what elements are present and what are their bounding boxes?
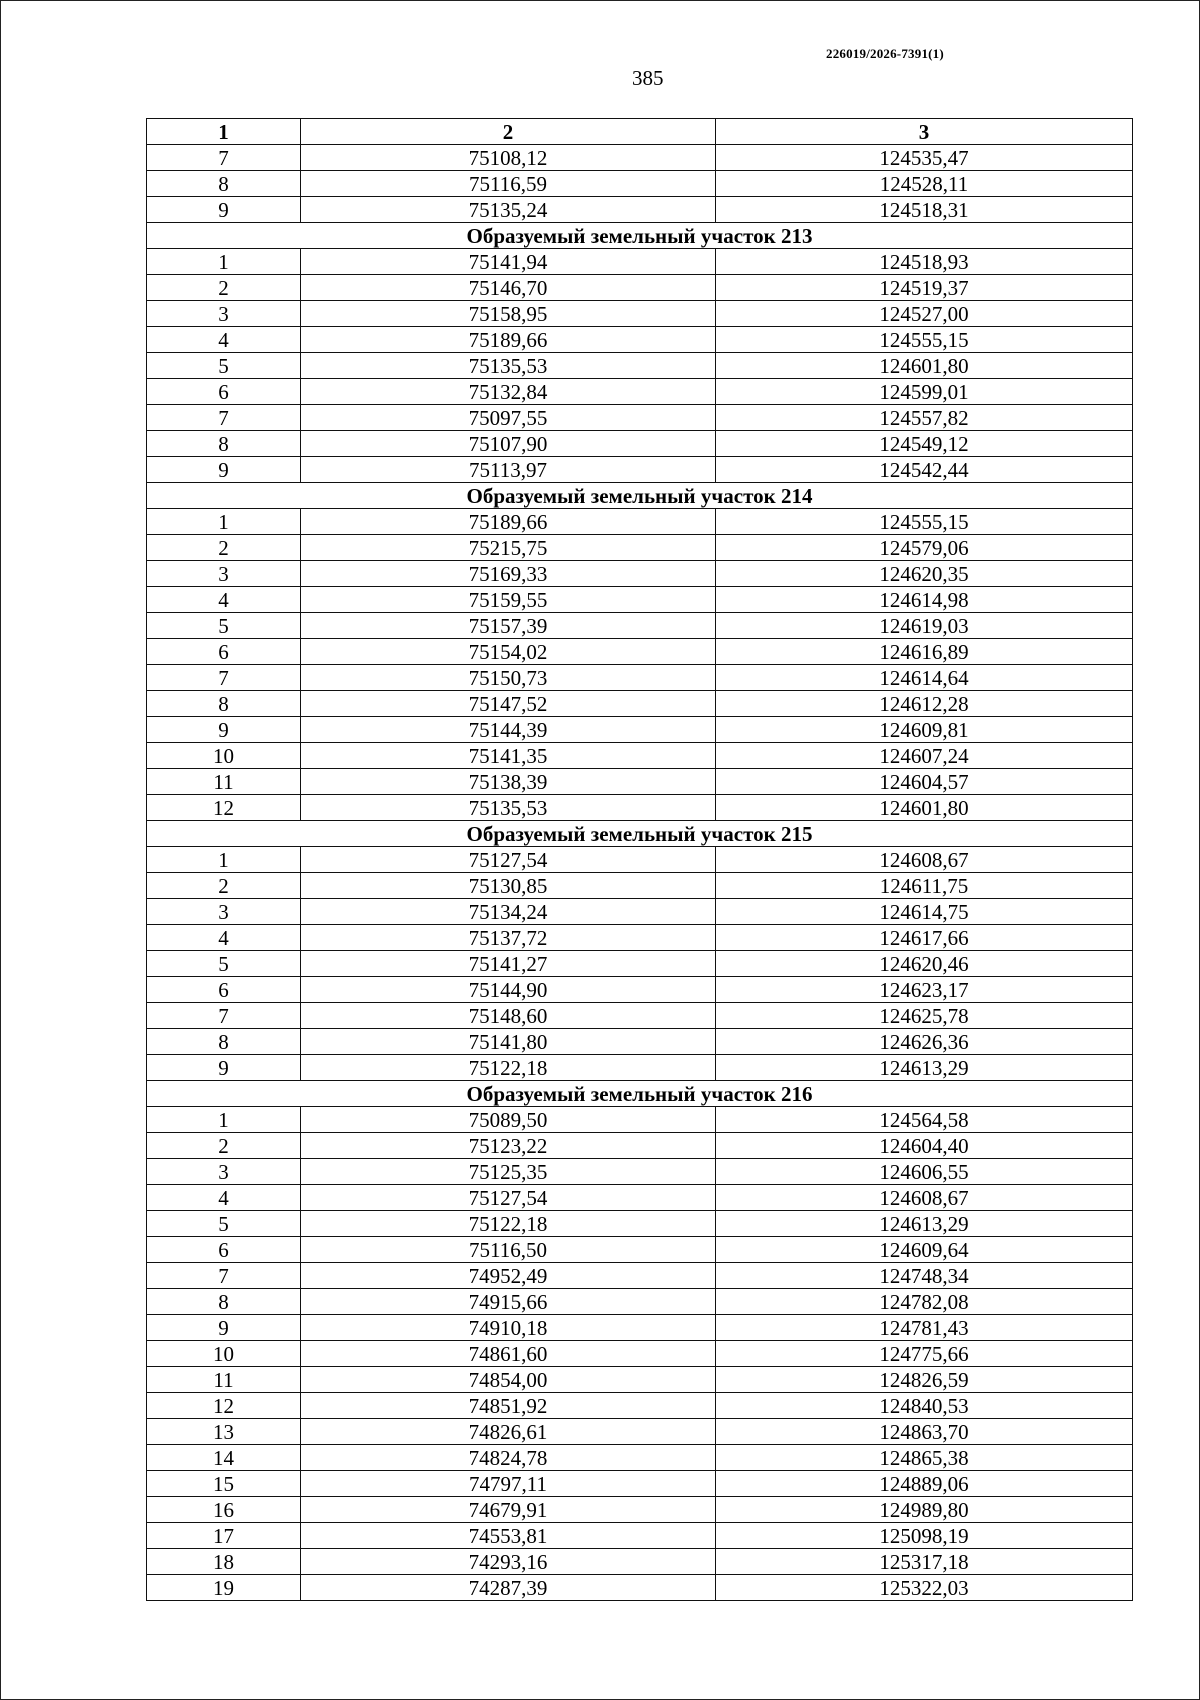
y-coordinate-cell: 124557,82	[716, 405, 1133, 431]
x-coordinate-cell: 74915,66	[301, 1289, 716, 1315]
point-number-cell: 7	[147, 665, 301, 691]
y-coordinate-cell: 124519,37	[716, 275, 1133, 301]
table-row	[147, 561, 1133, 587]
x-coordinate-cell: 74287,39	[301, 1575, 716, 1601]
point-number-cell: 1	[147, 509, 301, 535]
y-coordinate-cell: 124613,29	[716, 1211, 1133, 1237]
point-number-cell: 5	[147, 951, 301, 977]
point-number-cell: 2	[147, 1133, 301, 1159]
point-number-cell: 12	[147, 1393, 301, 1419]
x-coordinate-cell: 75116,59	[301, 171, 716, 197]
point-number-cell: 14	[147, 1445, 301, 1471]
table-row	[147, 613, 1133, 639]
y-coordinate-cell: 124604,40	[716, 1133, 1133, 1159]
point-number-cell: 7	[147, 145, 301, 171]
table-row	[147, 275, 1133, 301]
table-row	[147, 743, 1133, 769]
y-coordinate-cell: 124518,93	[716, 249, 1133, 275]
x-coordinate-cell: 75138,39	[301, 769, 716, 795]
x-coordinate-cell: 74910,18	[301, 1315, 716, 1341]
table-row	[147, 1445, 1133, 1471]
table-row	[147, 1263, 1133, 1289]
y-coordinate-cell: 124579,06	[716, 535, 1133, 561]
x-coordinate-cell: 75122,18	[301, 1211, 716, 1237]
point-number-cell: 8	[147, 1289, 301, 1315]
table-row	[147, 249, 1133, 275]
table-row	[147, 951, 1133, 977]
table-row	[147, 1159, 1133, 1185]
x-coordinate-cell: 74854,00	[301, 1367, 716, 1393]
y-coordinate-cell: 124614,98	[716, 587, 1133, 613]
x-coordinate-cell: 75141,80	[301, 1029, 716, 1055]
y-coordinate-cell: 124614,75	[716, 899, 1133, 925]
x-coordinate-cell: 74826,61	[301, 1419, 716, 1445]
y-coordinate-cell: 124775,66	[716, 1341, 1133, 1367]
table-row	[147, 977, 1133, 1003]
y-coordinate-cell: 124617,66	[716, 925, 1133, 951]
point-number-cell: 19	[147, 1575, 301, 1601]
table-row	[147, 405, 1133, 431]
point-number-cell: 5	[147, 613, 301, 639]
point-number-cell: 8	[147, 171, 301, 197]
x-coordinate-cell: 74952,49	[301, 1263, 716, 1289]
x-coordinate-cell: 75146,70	[301, 275, 716, 301]
y-coordinate-cell: 124626,36	[716, 1029, 1133, 1055]
point-number-cell: 3	[147, 1159, 301, 1185]
point-number-cell: 13	[147, 1419, 301, 1445]
y-coordinate-cell: 124616,89	[716, 639, 1133, 665]
table-row	[147, 717, 1133, 743]
table-row	[147, 1133, 1133, 1159]
table-row	[147, 353, 1133, 379]
point-number-cell: 1	[147, 1107, 301, 1133]
y-coordinate-cell: 124620,35	[716, 561, 1133, 587]
table-row	[147, 639, 1133, 665]
document-number: 226019/2026-7391(1)	[826, 46, 944, 61]
x-coordinate-cell: 75134,24	[301, 899, 716, 925]
x-coordinate-cell: 75141,35	[301, 743, 716, 769]
coordinates-table	[146, 118, 1133, 1601]
x-coordinate-cell: 75113,97	[301, 457, 716, 483]
x-coordinate-cell: 75125,35	[301, 1159, 716, 1185]
y-coordinate-cell: 124601,80	[716, 795, 1133, 821]
x-coordinate-cell: 75144,90	[301, 977, 716, 1003]
x-coordinate-cell: 74553,81	[301, 1523, 716, 1549]
x-coordinate-cell: 75107,90	[301, 431, 716, 457]
x-coordinate-cell: 75169,33	[301, 561, 716, 587]
y-coordinate-cell: 124542,44	[716, 457, 1133, 483]
table-row	[147, 873, 1133, 899]
point-number-cell: 10	[147, 1341, 301, 1367]
x-coordinate-cell: 74824,78	[301, 1445, 716, 1471]
table-row	[147, 1575, 1133, 1601]
point-number-cell: 3	[147, 899, 301, 925]
point-number-cell: 1	[147, 847, 301, 873]
y-coordinate-cell: 124601,80	[716, 353, 1133, 379]
table-row	[147, 379, 1133, 405]
x-coordinate-cell: 75116,50	[301, 1237, 716, 1263]
point-number-cell: 9	[147, 197, 301, 223]
y-coordinate-cell: 124782,08	[716, 1289, 1133, 1315]
point-number-cell: 8	[147, 691, 301, 717]
point-number-cell: 3	[147, 561, 301, 587]
y-coordinate-cell: 124555,15	[716, 509, 1133, 535]
x-coordinate-cell: 75147,52	[301, 691, 716, 717]
x-coordinate-cell: 75127,54	[301, 1185, 716, 1211]
y-coordinate-cell: 124535,47	[716, 145, 1133, 171]
table-row	[147, 1107, 1133, 1133]
y-coordinate-cell: 125317,18	[716, 1549, 1133, 1575]
point-number-cell: 4	[147, 587, 301, 613]
point-number-cell: 2	[147, 873, 301, 899]
y-coordinate-cell: 124609,81	[716, 717, 1133, 743]
column-header-x: 2	[301, 119, 716, 145]
table-row	[147, 1055, 1133, 1081]
table-row	[147, 327, 1133, 353]
table-row	[147, 769, 1133, 795]
table-row	[147, 1003, 1133, 1029]
table-row	[147, 1237, 1133, 1263]
y-coordinate-cell: 124614,64	[716, 665, 1133, 691]
table-row	[147, 1029, 1133, 1055]
point-number-cell: 7	[147, 1003, 301, 1029]
section-title: Образуемый земельный участок 216	[147, 1081, 1133, 1107]
y-coordinate-cell: 124611,75	[716, 873, 1133, 899]
table-row	[147, 587, 1133, 613]
x-coordinate-cell: 75157,39	[301, 613, 716, 639]
x-coordinate-cell: 75132,84	[301, 379, 716, 405]
table-row	[147, 197, 1133, 223]
x-coordinate-cell: 75127,54	[301, 847, 716, 873]
y-coordinate-cell: 124608,67	[716, 847, 1133, 873]
point-number-cell: 4	[147, 925, 301, 951]
y-coordinate-cell: 124564,58	[716, 1107, 1133, 1133]
y-coordinate-cell: 124607,24	[716, 743, 1133, 769]
x-coordinate-cell: 75089,50	[301, 1107, 716, 1133]
table-row	[147, 1471, 1133, 1497]
y-coordinate-cell: 124612,28	[716, 691, 1133, 717]
x-coordinate-cell: 75215,75	[301, 535, 716, 561]
point-number-cell: 9	[147, 1315, 301, 1341]
x-coordinate-cell: 75130,85	[301, 873, 716, 899]
y-coordinate-cell: 124865,38	[716, 1445, 1133, 1471]
x-coordinate-cell: 75144,39	[301, 717, 716, 743]
table-row	[147, 691, 1133, 717]
y-coordinate-cell: 125322,03	[716, 1575, 1133, 1601]
table-row	[147, 535, 1133, 561]
x-coordinate-cell: 75123,22	[301, 1133, 716, 1159]
x-coordinate-cell: 75189,66	[301, 509, 716, 535]
point-number-cell: 11	[147, 1367, 301, 1393]
x-coordinate-cell: 75137,72	[301, 925, 716, 951]
point-number-cell: 18	[147, 1549, 301, 1575]
y-coordinate-cell: 124606,55	[716, 1159, 1133, 1185]
x-coordinate-cell: 75158,95	[301, 301, 716, 327]
table-row	[147, 1367, 1133, 1393]
x-coordinate-cell: 75189,66	[301, 327, 716, 353]
x-coordinate-cell: 74293,16	[301, 1549, 716, 1575]
y-coordinate-cell: 124863,70	[716, 1419, 1133, 1445]
x-coordinate-cell: 75141,27	[301, 951, 716, 977]
y-coordinate-cell: 124989,80	[716, 1497, 1133, 1523]
page-number: 385	[632, 66, 664, 90]
x-coordinate-cell: 75135,53	[301, 353, 716, 379]
y-coordinate-cell: 124620,46	[716, 951, 1133, 977]
point-number-cell: 8	[147, 431, 301, 457]
x-coordinate-cell: 74679,91	[301, 1497, 716, 1523]
x-coordinate-cell: 74851,92	[301, 1393, 716, 1419]
table-row	[147, 1315, 1133, 1341]
point-number-cell: 2	[147, 535, 301, 561]
table-row	[147, 847, 1133, 873]
table-row	[147, 145, 1133, 171]
point-number-cell: 9	[147, 457, 301, 483]
section-title: Образуемый земельный участок 215	[147, 821, 1133, 847]
table-row	[147, 1523, 1133, 1549]
point-number-cell: 4	[147, 327, 301, 353]
y-coordinate-cell: 124840,53	[716, 1393, 1133, 1419]
y-coordinate-cell: 124613,29	[716, 1055, 1133, 1081]
table-row	[147, 171, 1133, 197]
y-coordinate-cell: 124604,57	[716, 769, 1133, 795]
point-number-cell: 11	[147, 769, 301, 795]
table-row	[147, 795, 1133, 821]
x-coordinate-cell: 75097,55	[301, 405, 716, 431]
table-row	[147, 1497, 1133, 1523]
point-number-cell: 9	[147, 1055, 301, 1081]
point-number-cell: 5	[147, 353, 301, 379]
point-number-cell: 10	[147, 743, 301, 769]
section-header-row	[147, 821, 1133, 847]
y-coordinate-cell: 125098,19	[716, 1523, 1133, 1549]
point-number-cell: 3	[147, 301, 301, 327]
x-coordinate-cell: 74861,60	[301, 1341, 716, 1367]
section-header-row	[147, 483, 1133, 509]
section-header-row	[147, 1081, 1133, 1107]
table-row	[147, 665, 1133, 691]
table-row	[147, 509, 1133, 535]
y-coordinate-cell: 124549,12	[716, 431, 1133, 457]
x-coordinate-cell: 75148,60	[301, 1003, 716, 1029]
point-number-cell: 6	[147, 1237, 301, 1263]
y-coordinate-cell: 124609,64	[716, 1237, 1133, 1263]
point-number-cell: 15	[147, 1471, 301, 1497]
x-coordinate-cell: 75150,73	[301, 665, 716, 691]
y-coordinate-cell: 124608,67	[716, 1185, 1133, 1211]
y-coordinate-cell: 124623,17	[716, 977, 1133, 1003]
point-number-cell: 1	[147, 249, 301, 275]
table-row	[147, 925, 1133, 951]
table-row	[147, 1211, 1133, 1237]
y-coordinate-cell: 124625,78	[716, 1003, 1133, 1029]
section-header-row	[147, 223, 1133, 249]
x-coordinate-cell: 75108,12	[301, 145, 716, 171]
table-header-row	[147, 119, 1133, 145]
x-coordinate-cell: 75122,18	[301, 1055, 716, 1081]
y-coordinate-cell: 124826,59	[716, 1367, 1133, 1393]
point-number-cell: 9	[147, 717, 301, 743]
table-row	[147, 1419, 1133, 1445]
point-number-cell: 4	[147, 1185, 301, 1211]
table-row	[147, 301, 1133, 327]
point-number-cell: 6	[147, 639, 301, 665]
y-coordinate-cell: 124619,03	[716, 613, 1133, 639]
point-number-cell: 7	[147, 1263, 301, 1289]
point-number-cell: 12	[147, 795, 301, 821]
x-coordinate-cell: 75135,53	[301, 795, 716, 821]
point-number-cell: 8	[147, 1029, 301, 1055]
y-coordinate-cell: 124527,00	[716, 301, 1133, 327]
table-row	[147, 899, 1133, 925]
x-coordinate-cell: 75154,02	[301, 639, 716, 665]
table-row	[147, 1393, 1133, 1419]
column-header-y: 3	[716, 119, 1133, 145]
table-row	[147, 457, 1133, 483]
point-number-cell: 16	[147, 1497, 301, 1523]
point-number-cell: 6	[147, 977, 301, 1003]
x-coordinate-cell: 75135,24	[301, 197, 716, 223]
table-row	[147, 431, 1133, 457]
point-number-cell: 2	[147, 275, 301, 301]
y-coordinate-cell: 124748,34	[716, 1263, 1133, 1289]
x-coordinate-cell: 75159,55	[301, 587, 716, 613]
point-number-cell: 7	[147, 405, 301, 431]
y-coordinate-cell: 124781,43	[716, 1315, 1133, 1341]
table-row	[147, 1185, 1133, 1211]
y-coordinate-cell: 124889,06	[716, 1471, 1133, 1497]
y-coordinate-cell: 124528,11	[716, 171, 1133, 197]
table-row	[147, 1289, 1133, 1315]
table-row	[147, 1341, 1133, 1367]
section-title: Образуемый земельный участок 214	[147, 483, 1133, 509]
x-coordinate-cell: 75141,94	[301, 249, 716, 275]
point-number-cell: 6	[147, 379, 301, 405]
point-number-cell: 17	[147, 1523, 301, 1549]
coordinates-table-body	[147, 119, 1133, 1601]
y-coordinate-cell: 124555,15	[716, 327, 1133, 353]
y-coordinate-cell: 124518,31	[716, 197, 1133, 223]
table-row	[147, 1549, 1133, 1575]
point-number-cell: 5	[147, 1211, 301, 1237]
section-title: Образуемый земельный участок 213	[147, 223, 1133, 249]
column-header-point: 1	[147, 119, 301, 145]
y-coordinate-cell: 124599,01	[716, 379, 1133, 405]
x-coordinate-cell: 74797,11	[301, 1471, 716, 1497]
